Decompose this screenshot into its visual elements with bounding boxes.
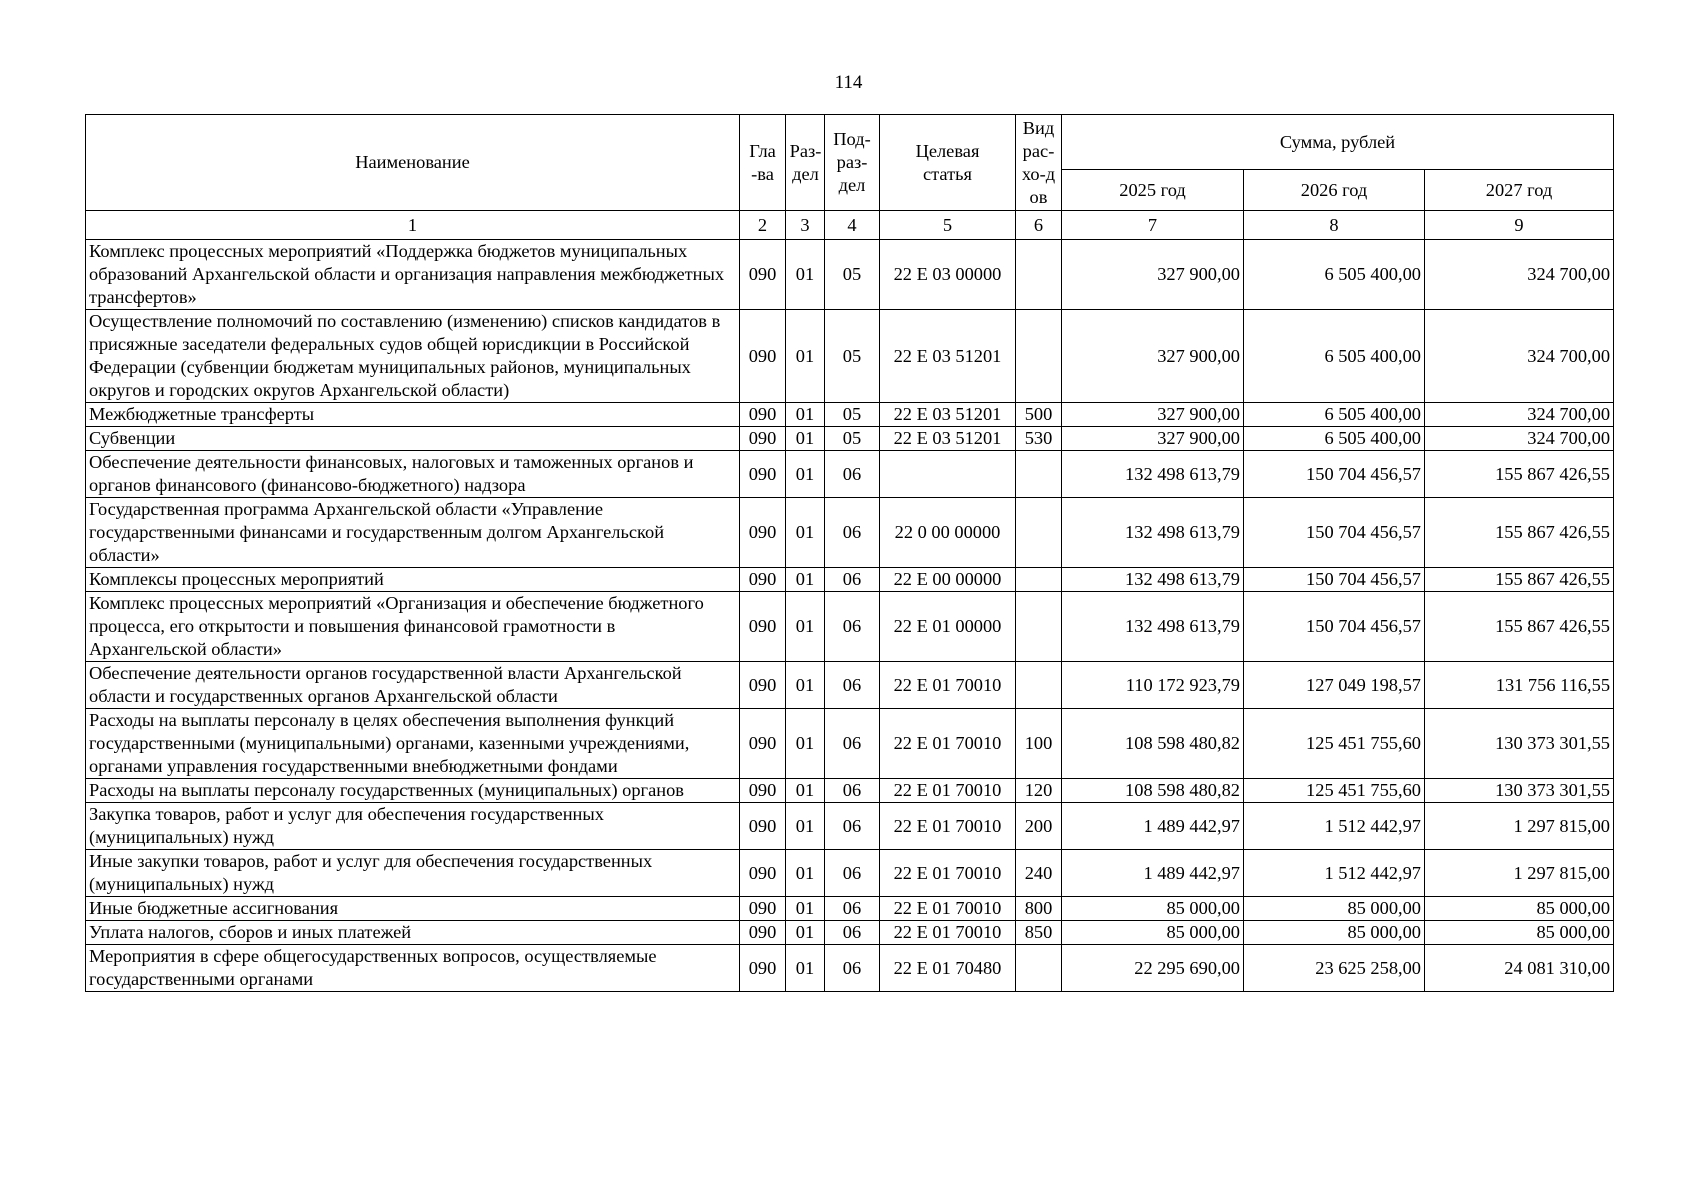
header-subsection-text: Под-раз-дел <box>833 129 871 195</box>
row-target: 22 Е 03 51201 <box>880 403 1016 427</box>
row-amount-2026: 150 704 456,57 <box>1244 592 1425 662</box>
row-subsection: 06 <box>825 779 880 803</box>
row-amount-2025: 132 498 613,79 <box>1062 568 1244 592</box>
row-chapter: 090 <box>740 921 786 945</box>
row-amount-2026: 85 000,00 <box>1244 921 1425 945</box>
row-name: Межбюджетные трансферты <box>86 403 740 427</box>
row-target: 22 0 00 00000 <box>880 498 1016 568</box>
row-subsection: 06 <box>825 921 880 945</box>
row-chapter: 090 <box>740 310 786 403</box>
row-amount-2025: 327 900,00 <box>1062 403 1244 427</box>
header-name: Наименование <box>86 115 740 211</box>
row-section: 01 <box>786 709 825 779</box>
row-amount-2026: 6 505 400,00 <box>1244 310 1425 403</box>
row-subsection: 06 <box>825 897 880 921</box>
row-chapter: 090 <box>740 592 786 662</box>
row-subsection: 05 <box>825 310 880 403</box>
row-target: 22 Е 03 51201 <box>880 310 1016 403</box>
row-amount-2026: 23 625 258,00 <box>1244 945 1425 992</box>
table-header <box>86 115 1614 240</box>
table-row <box>86 310 1614 403</box>
row-name: Уплата налогов, сборов и иных платежей <box>86 921 740 945</box>
row-section: 01 <box>786 240 825 310</box>
table-row <box>86 498 1614 568</box>
row-expense-type <box>1016 498 1062 568</box>
row-subsection: 05 <box>825 427 880 451</box>
row-expense-type: 530 <box>1016 427 1062 451</box>
table-row <box>86 803 1614 850</box>
row-target: 22 Е 01 70010 <box>880 897 1016 921</box>
header-chapter-text: Гла-ва <box>749 140 776 184</box>
column-number: 6 <box>1016 211 1062 240</box>
page-number: 114 <box>834 72 863 93</box>
table-row <box>86 451 1614 498</box>
row-section: 01 <box>786 427 825 451</box>
row-section: 01 <box>786 568 825 592</box>
row-subsection: 06 <box>825 451 880 498</box>
row-section: 01 <box>786 779 825 803</box>
row-name: Обеспечение деятельности органов государственной власти Архангельской области и государственных органов Архангельской области <box>86 662 740 709</box>
row-expense-type: 200 <box>1016 803 1062 850</box>
header-chapter <box>740 115 786 211</box>
row-subsection: 06 <box>825 662 880 709</box>
row-amount-2027: 85 000,00 <box>1425 897 1614 921</box>
header-sum: Сумма, рублей <box>1062 115 1614 170</box>
row-subsection: 05 <box>825 403 880 427</box>
row-amount-2027: 155 867 426,55 <box>1425 592 1614 662</box>
row-section: 01 <box>786 662 825 709</box>
row-expense-type: 500 <box>1016 403 1062 427</box>
row-expense-type <box>1016 310 1062 403</box>
row-target: 22 Е 01 70010 <box>880 850 1016 897</box>
row-target: 22 Е 01 00000 <box>880 592 1016 662</box>
column-number: 1 <box>86 211 740 240</box>
row-expense-type: 240 <box>1016 850 1062 897</box>
header-expense-type-text: Вид рас-хо-дов <box>1021 117 1056 207</box>
header-year-2025: 2025 год <box>1062 170 1244 211</box>
table-row <box>86 945 1614 992</box>
row-name: Мероприятия в сфере общегосударственных вопросов, осуществляемые государственными органами <box>86 945 740 992</box>
row-section: 01 <box>786 945 825 992</box>
row-expense-type <box>1016 240 1062 310</box>
row-amount-2027: 24 081 310,00 <box>1425 945 1614 992</box>
header-section-text: Раз-дел <box>789 140 822 184</box>
row-subsection: 05 <box>825 240 880 310</box>
column-number: 8 <box>1244 211 1425 240</box>
row-name: Комплекс процессных мероприятий «Поддержка бюджетов муниципальных образований Архангельской области и организация направления межбюджетных трансфертов» <box>86 240 740 310</box>
row-name: Закупка товаров, работ и услуг для обеспечения государственных (муниципальных) нужд <box>86 803 740 850</box>
row-amount-2025: 132 498 613,79 <box>1062 451 1244 498</box>
row-chapter: 090 <box>740 803 786 850</box>
row-subsection: 06 <box>825 850 880 897</box>
table-row <box>86 662 1614 709</box>
row-subsection: 06 <box>825 498 880 568</box>
row-target: 22 Е 00 00000 <box>880 568 1016 592</box>
row-section: 01 <box>786 403 825 427</box>
row-section: 01 <box>786 921 825 945</box>
header-year-2026: 2026 год <box>1244 170 1425 211</box>
table-row <box>86 897 1614 921</box>
row-chapter: 090 <box>740 709 786 779</box>
row-expense-type <box>1016 451 1062 498</box>
row-name: Иные бюджетные ассигнования <box>86 897 740 921</box>
row-chapter: 090 <box>740 451 786 498</box>
row-target: 22 Е 01 70480 <box>880 945 1016 992</box>
row-amount-2026: 85 000,00 <box>1244 897 1425 921</box>
row-amount-2026: 1 512 442,97 <box>1244 803 1425 850</box>
row-amount-2027: 130 373 301,55 <box>1425 779 1614 803</box>
header-expense-type <box>1016 115 1062 211</box>
row-section: 01 <box>786 803 825 850</box>
row-amount-2027: 155 867 426,55 <box>1425 451 1614 498</box>
row-name: Расходы на выплаты персоналу в целях обеспечения выполнения функций государственными (муниципальными) органами, казенными учреждениями, органами управления государственными внебюджетными фондами <box>86 709 740 779</box>
row-chapter: 090 <box>740 945 786 992</box>
table-body <box>86 240 1614 992</box>
row-chapter: 090 <box>740 403 786 427</box>
row-amount-2026: 125 451 755,60 <box>1244 709 1425 779</box>
row-target: 22 Е 01 70010 <box>880 779 1016 803</box>
budget-table <box>85 114 1614 992</box>
row-section: 01 <box>786 498 825 568</box>
row-amount-2027: 131 756 116,55 <box>1425 662 1614 709</box>
row-amount-2025: 110 172 923,79 <box>1062 662 1244 709</box>
row-chapter: 090 <box>740 897 786 921</box>
row-amount-2025: 22 295 690,00 <box>1062 945 1244 992</box>
row-name: Иные закупки товаров, работ и услуг для обеспечения государственных (муниципальных) нужд <box>86 850 740 897</box>
row-amount-2026: 6 505 400,00 <box>1244 427 1425 451</box>
row-amount-2026: 127 049 198,57 <box>1244 662 1425 709</box>
row-name: Осуществление полномочий по составлению (изменению) списков кандидатов в присяжные заседатели федеральных судов общей юрисдикции в Российской Федерации (субвенции бюджетам муниципальных районов, муниципальных округов и городских округов Архангельской области) <box>86 310 740 403</box>
row-expense-type: 800 <box>1016 897 1062 921</box>
row-name: Расходы на выплаты персоналу государственных (муниципальных) органов <box>86 779 740 803</box>
row-subsection: 06 <box>825 709 880 779</box>
row-amount-2026: 150 704 456,57 <box>1244 568 1425 592</box>
row-amount-2025: 132 498 613,79 <box>1062 498 1244 568</box>
row-name: Комплексы процессных мероприятий <box>86 568 740 592</box>
table-row <box>86 709 1614 779</box>
row-expense-type <box>1016 568 1062 592</box>
row-amount-2027: 324 700,00 <box>1425 310 1614 403</box>
row-amount-2026: 150 704 456,57 <box>1244 451 1425 498</box>
row-amount-2026: 1 512 442,97 <box>1244 850 1425 897</box>
row-amount-2026: 6 505 400,00 <box>1244 240 1425 310</box>
row-chapter: 090 <box>740 568 786 592</box>
row-target: 22 Е 01 70010 <box>880 662 1016 709</box>
row-amount-2025: 327 900,00 <box>1062 240 1244 310</box>
row-amount-2027: 85 000,00 <box>1425 921 1614 945</box>
row-amount-2025: 327 900,00 <box>1062 310 1244 403</box>
row-amount-2025: 85 000,00 <box>1062 921 1244 945</box>
row-amount-2027: 1 297 815,00 <box>1425 850 1614 897</box>
row-expense-type: 850 <box>1016 921 1062 945</box>
row-amount-2026: 125 451 755,60 <box>1244 779 1425 803</box>
row-expense-type <box>1016 592 1062 662</box>
row-chapter: 090 <box>740 240 786 310</box>
row-chapter: 090 <box>740 779 786 803</box>
row-expense-type: 120 <box>1016 779 1062 803</box>
row-name: Комплекс процессных мероприятий «Организация и обеспечение бюджетного процесса, его открытости и повышения финансовой грамотности в Архангельской области» <box>86 592 740 662</box>
row-name: Обеспечение деятельности финансовых, налоговых и таможенных органов и органов финансового (финансово-бюджетного) надзора <box>86 451 740 498</box>
row-amount-2027: 155 867 426,55 <box>1425 568 1614 592</box>
row-amount-2027: 324 700,00 <box>1425 427 1614 451</box>
column-number: 9 <box>1425 211 1614 240</box>
header-year-2027: 2027 год <box>1425 170 1614 211</box>
row-target <box>880 451 1016 498</box>
column-number-row <box>86 211 1614 240</box>
row-amount-2025: 108 598 480,82 <box>1062 709 1244 779</box>
column-number: 3 <box>786 211 825 240</box>
header-subsection <box>825 115 880 211</box>
row-target: 22 Е 01 70010 <box>880 803 1016 850</box>
row-subsection: 06 <box>825 592 880 662</box>
row-expense-type <box>1016 662 1062 709</box>
row-amount-2025: 132 498 613,79 <box>1062 592 1244 662</box>
row-section: 01 <box>786 850 825 897</box>
column-number: 4 <box>825 211 880 240</box>
table-row <box>86 850 1614 897</box>
row-amount-2027: 1 297 815,00 <box>1425 803 1614 850</box>
row-amount-2027: 155 867 426,55 <box>1425 498 1614 568</box>
row-target: 22 Е 01 70010 <box>880 921 1016 945</box>
row-amount-2027: 324 700,00 <box>1425 240 1614 310</box>
row-chapter: 090 <box>740 498 786 568</box>
row-amount-2027: 130 373 301,55 <box>1425 709 1614 779</box>
row-amount-2025: 327 900,00 <box>1062 427 1244 451</box>
header-target <box>880 115 1016 211</box>
row-expense-type: 100 <box>1016 709 1062 779</box>
row-expense-type <box>1016 945 1062 992</box>
table-row <box>86 240 1614 310</box>
row-amount-2025: 85 000,00 <box>1062 897 1244 921</box>
row-chapter: 090 <box>740 427 786 451</box>
table-row <box>86 592 1614 662</box>
table-row <box>86 427 1614 451</box>
row-subsection: 06 <box>825 568 880 592</box>
row-section: 01 <box>786 897 825 921</box>
table-row <box>86 779 1614 803</box>
row-target: 22 Е 03 00000 <box>880 240 1016 310</box>
column-number: 5 <box>880 211 1016 240</box>
row-target: 22 Е 01 70010 <box>880 709 1016 779</box>
row-amount-2027: 324 700,00 <box>1425 403 1614 427</box>
row-name: Государственная программа Архангельской области «Управление государственными финансами и государственным долгом Архангельской области» <box>86 498 740 568</box>
row-section: 01 <box>786 451 825 498</box>
row-target: 22 Е 03 51201 <box>880 427 1016 451</box>
row-chapter: 090 <box>740 850 786 897</box>
column-number: 7 <box>1062 211 1244 240</box>
column-number: 2 <box>740 211 786 240</box>
table-row <box>86 568 1614 592</box>
table-row <box>86 403 1614 427</box>
table-row <box>86 921 1614 945</box>
row-name: Субвенции <box>86 427 740 451</box>
row-amount-2025: 1 489 442,97 <box>1062 850 1244 897</box>
row-chapter: 090 <box>740 662 786 709</box>
row-subsection: 06 <box>825 803 880 850</box>
row-amount-2026: 6 505 400,00 <box>1244 403 1425 427</box>
header-section <box>786 115 825 211</box>
row-amount-2025: 1 489 442,97 <box>1062 803 1244 850</box>
row-amount-2026: 150 704 456,57 <box>1244 498 1425 568</box>
header-target-text: Целевая статья <box>915 140 980 184</box>
row-subsection: 06 <box>825 945 880 992</box>
row-amount-2025: 108 598 480,82 <box>1062 779 1244 803</box>
row-section: 01 <box>786 310 825 403</box>
row-section: 01 <box>786 592 825 662</box>
